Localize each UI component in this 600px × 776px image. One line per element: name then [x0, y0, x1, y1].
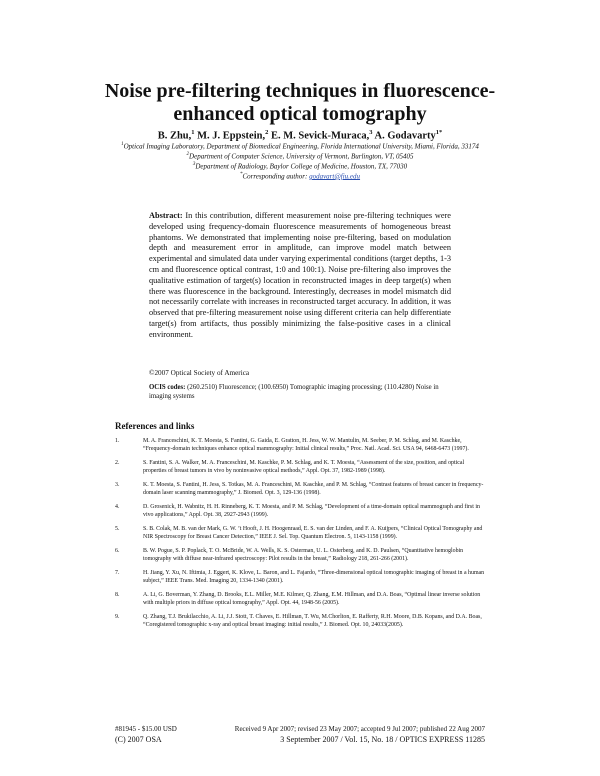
author-name: M. J. Eppstein,	[197, 130, 266, 142]
reference-text: A. Li, G. Boverman, Y. Zhang, D. Brooks, E.L. Miller, M.E. Kilmer, Q. Zhang, E.M. Hillman, and D.A. Boas, “Optimal linear inverse solution with multiple priors in diffuse optical tomography,” Appl. Opt. 44, 1948-56 (2005).	[143, 591, 481, 607]
corresponding-author	[110, 171, 490, 181]
journal-citation: 3 September 2007 / Vol. 15, No. 18 / OPTICS EXPRESS 11285	[280, 735, 485, 744]
publication-history: Received 9 Apr 2007; revised 23 May 2007; accepted 9 Jul 2007; published 22 Aug 2007	[234, 725, 485, 733]
reference-list	[115, 437, 487, 635]
reference-number: 1.	[115, 438, 120, 444]
footer-row-top	[115, 725, 485, 734]
author-name: E. M. Sevick-Muraca,	[270, 130, 370, 142]
affiliation-2	[110, 151, 490, 161]
reference-text: K. T. Moesta, S. Fantini, H. Jess, S. Totkas, M. A. Franceschini, M. Kaschke, and P. M. Schlag, “Contrast features of breast cancer in frequency-domain laser scanning mammography,” J. Biomed. Opt. 3, 129-136 (1998).	[143, 481, 484, 497]
author-affiliation-mark: 1*	[435, 129, 443, 136]
reference-item	[115, 547, 487, 564]
copyright-notice: ©2007 Optical Society of America	[149, 369, 250, 377]
references-heading: References and links	[115, 421, 195, 431]
reference-item	[115, 503, 487, 520]
reference-number: 4.	[115, 503, 120, 510]
publisher-notice: (C) 2007 OSA	[115, 735, 162, 744]
abstract-text: In this contribution, different measurement noise pre-filtering techniques were developed using frequency-domain fluorescence measurements of homogeneous breast phantoms. We demonstrated that implementing noise pre-filtering, based on modulation depth and measurement error in amplitude, can improve model match between experimental and simulated data under varying experimental conditions (target depths, 1-3 cm and fluorescence optical contrast, 1:0 and 100:1). Noise pre-filtering also improves the qualitative estimation of target(s) location in reconstructed images in deep target(s) when there was fluorescence in the background. Interestingly, decreases in model mismatch did not necessarily correlate with increases in reconstructed target accuracy. In addition, it was observed that pre-filtering measurement noise using different criteria can help differentiate target(s) from artifacts, thus possibly minimizing the false-positive cases in a clinical environment.	[149, 211, 451, 339]
affiliation-text: Department of Radiology, Baylor College of Medicine, Houston, TX, 77030	[195, 162, 408, 171]
affiliation-text: Department of Computer Science, University of Vermont, Burlington, VT, 05405	[189, 152, 414, 161]
reference-text: H. Jiang, Y. Xu, N. Iftimia, J. Eggert, K. Klove, L. Baron, and L. Fajardo, “Three-dimensional optical tomographic imaging of breast in a human subject,” IEEE Trans. Med. Imaging 20, 1334-1340 (2001).	[143, 569, 485, 585]
reference-item	[115, 591, 487, 608]
paper-title-line-1: Noise pre-filtering techniques in fluorescence-	[104, 80, 496, 102]
abstract-label: Abstract:	[149, 211, 183, 220]
paper-title-line-2: enhanced optical tomography	[173, 103, 427, 125]
reference-item	[115, 613, 487, 630]
reference-number: 7.	[115, 569, 120, 576]
reference-number: 3.	[115, 481, 120, 488]
reference-item	[115, 481, 487, 498]
reference-item	[115, 459, 487, 476]
author-affiliation-mark: 1	[191, 129, 195, 136]
reference-text: S. B. Colak, M. B. van der Mark, G. W. ’t Hooft, J. H. Hoogenraad, E. S. van der Linden, and F. A. Kuijpers, “Clinical Optical Tomography and NIR Spectroscopy for Breast Cancer Detection,” IEEE J. Sel. Top. Quantum Electron. 5, 1143-1158 (1999).	[143, 525, 483, 541]
ocis-text: (260.2510) Fluorescence; (100.6950) Tomographic imaging processing; (110.4280) Noise in imaging systems	[149, 384, 439, 400]
abstract	[149, 211, 451, 341]
reference-number: 5.	[115, 525, 120, 532]
ocis-codes	[149, 384, 451, 401]
ocis-label: OCIS codes:	[149, 384, 186, 391]
reference-number: 2.	[115, 459, 120, 466]
reference-text: S. Fantini, S. A. Walker, M. A. Franceschini, M. Kaschke, P. M. Schlag, and K. T. Moesta, “Assessment of the size, position, and optical properties of breast tumors in vivo by noninvasive optical methods,” Appl. Opt. 37, 1982-1989 (1998).	[143, 459, 465, 475]
author-affiliation-mark: 3	[369, 129, 373, 136]
corresponding-author-email-link[interactable]: godavart@fiu.edu	[309, 172, 361, 181]
corresponding-author-label: Corresponding author:	[242, 172, 310, 181]
affiliation-3	[110, 161, 490, 171]
footer-row-bottom	[115, 734, 485, 745]
reference-item	[115, 525, 487, 542]
reference-text: M. A. Franceschini, K. T. Moesta, S. Fantini, G. Gaida, E. Gratton, H. Jess, W. W. Mantulin, M. Seeber, P. M. Schlag, and M. Kaschke, “Frequency-domain techniques enhance optical mammography: Initial clinical results,” Proc. Natl. Acad. Sci. USA 94, 6468-6473 (1997).	[143, 438, 469, 453]
affiliation-text: Optical Imaging Laboratory, Department of Biomedical Engineering, Florida International University, Miami, Florida, 33174	[123, 142, 479, 151]
reference-item	[115, 437, 487, 454]
author-name: A. Godavarty	[374, 130, 436, 142]
affiliation-1	[110, 141, 490, 151]
reference-text: B. W. Pogue, S. P. Poplack, T. O. McBride, W. A. Wells, K. S. Osterman, U. L. Osterberg, and K. D. Paulsen, “Quantitative hemoglobin tomography with diffuse near-infrared spectroscopy: Pilot results in the breast,” Radiology 218, 261-266 (2001).	[143, 547, 464, 563]
affiliation-mark: 2	[186, 151, 190, 157]
affiliations	[110, 141, 490, 181]
affiliation-mark: 3	[192, 161, 196, 167]
reference-text: Q. Zhang, T.J. Brukilacchio, A. Li, J.J. Stott, T. Chaves, E. Hillman, T. Wu, M.Chorlton, E. Rafferty, R.H. Moore, D.B. Kopans, and D.A. Boas, “Coregistered tomographic x-ray and optical breast imaging: initial results,” J. Biomed. Opt. 10, 24033(2005).	[143, 613, 482, 629]
author-name: B. Zhu,	[157, 130, 192, 142]
article-code: #81945 - $15.00 USD	[115, 725, 177, 733]
reference-item	[115, 569, 487, 586]
author-affiliation-mark: 2	[265, 129, 269, 136]
reference-number: 6.	[115, 547, 120, 554]
paper-title	[100, 80, 500, 126]
reference-text: D. Grosenick, H. Wabnitz, H. H. Rinneberg, K. T. Moesta, and P. M. Schlag, “Development of a time-domain optical mammograph and first in vivo applications,” Appl. Opt. 38, 2927-2943 (1999).	[143, 503, 480, 519]
reference-number: 8.	[115, 591, 120, 598]
page-footer	[115, 725, 485, 745]
affiliation-mark: 1	[121, 142, 124, 147]
reference-number: 9.	[115, 613, 120, 620]
affiliation-mark: *	[239, 171, 243, 177]
